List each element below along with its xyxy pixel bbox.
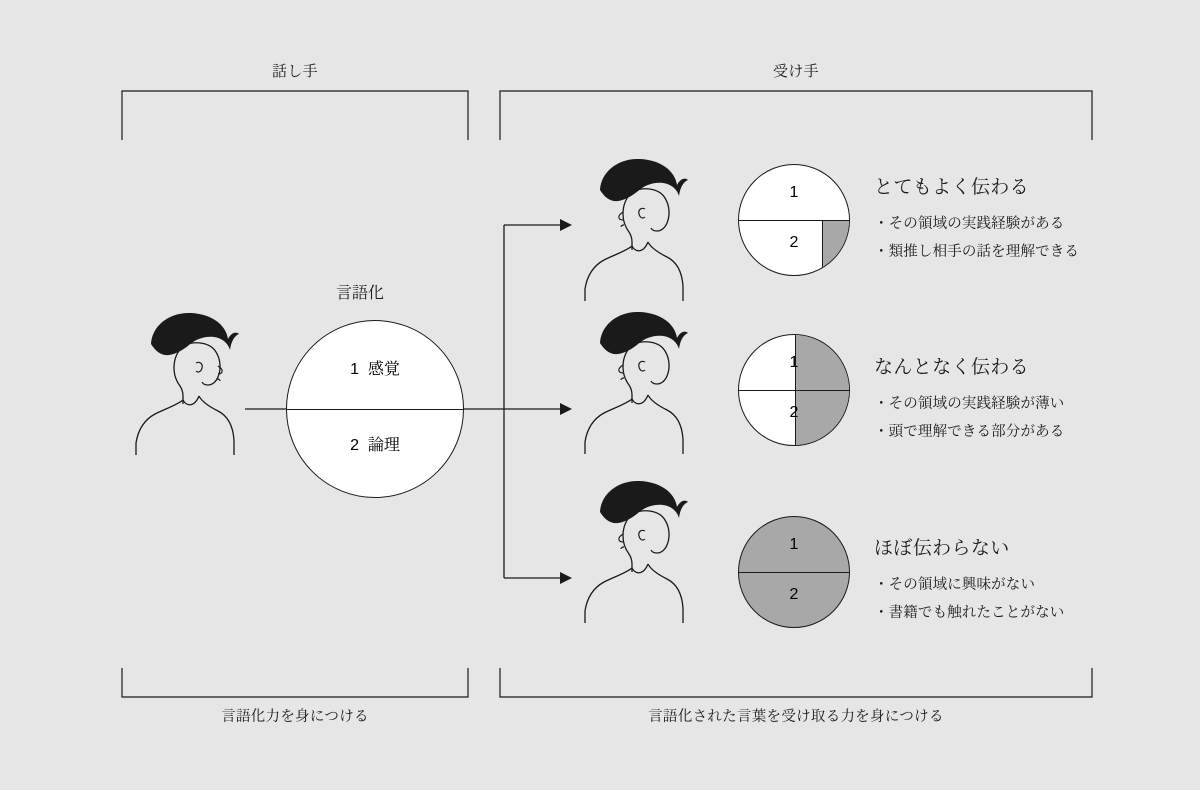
receiver-2-bullet-1: ・その領域の実践経験が薄い [874,396,1065,412]
speaker-circle-title: 言語化 [336,285,385,302]
bottom-bracket-label-speaker: 言語化力を身につける [221,709,369,725]
receiver-3-title: ほぼ伝わらない [874,538,1010,559]
receiver-1-title: とてもよく伝わる [874,177,1030,198]
speaker-segment-1-label: 感覚 [367,361,400,378]
speaker-segment-1-number: 1 [350,361,359,378]
receiver-3-bullet-2: ・書籍でも触れたことがない [874,605,1065,621]
receiver-person-illustration-1 [585,159,688,301]
receiver-1-bullet-1: ・その領域の実践経験がある [874,216,1065,232]
receiver-3-segment-1-number: 1 [789,536,799,553]
bottom-bracket-label-receiver: 言語化された言葉を受け取る力を身につける [648,709,944,725]
receiver-circle-2-labels [738,334,850,446]
receiver-2-segment-1-number: 1 [789,354,799,371]
speaker-segment-2-number: 2 [350,437,359,454]
receiver-2-title: なんとなく伝わる [874,357,1030,378]
receiver-1-segment-1-number: 1 [789,184,799,201]
receiver-circle-1-labels [738,164,850,276]
receiver-2-segment-2-number: 2 [789,404,799,421]
speaker-segment-2-label: 論理 [367,437,400,454]
receiver-3-bullet-1: ・その領域に興味がない [874,577,1036,593]
receiver-person-illustration-2 [585,312,688,454]
speaker-circle-labels [286,320,464,498]
receiver-circle-3-labels [738,516,850,628]
speaker-segment-2-text [286,432,464,455]
receiver-3-segment-2-number: 2 [789,586,799,603]
top-bracket-label-speaker: 話し手 [272,63,318,80]
speaker-segment-1-text [286,356,464,379]
receiver-1-segment-2-number: 2 [789,234,799,251]
speaker-person-illustration [136,313,239,455]
top-bracket-label-receiver: 受け手 [773,63,819,80]
receiver-1-bullet-2: ・類推し相手の話を理解できる [874,244,1080,260]
receiver-2-bullet-2: ・頭で理解できる部分がある [874,424,1065,440]
receiver-person-illustration-3 [585,481,688,623]
